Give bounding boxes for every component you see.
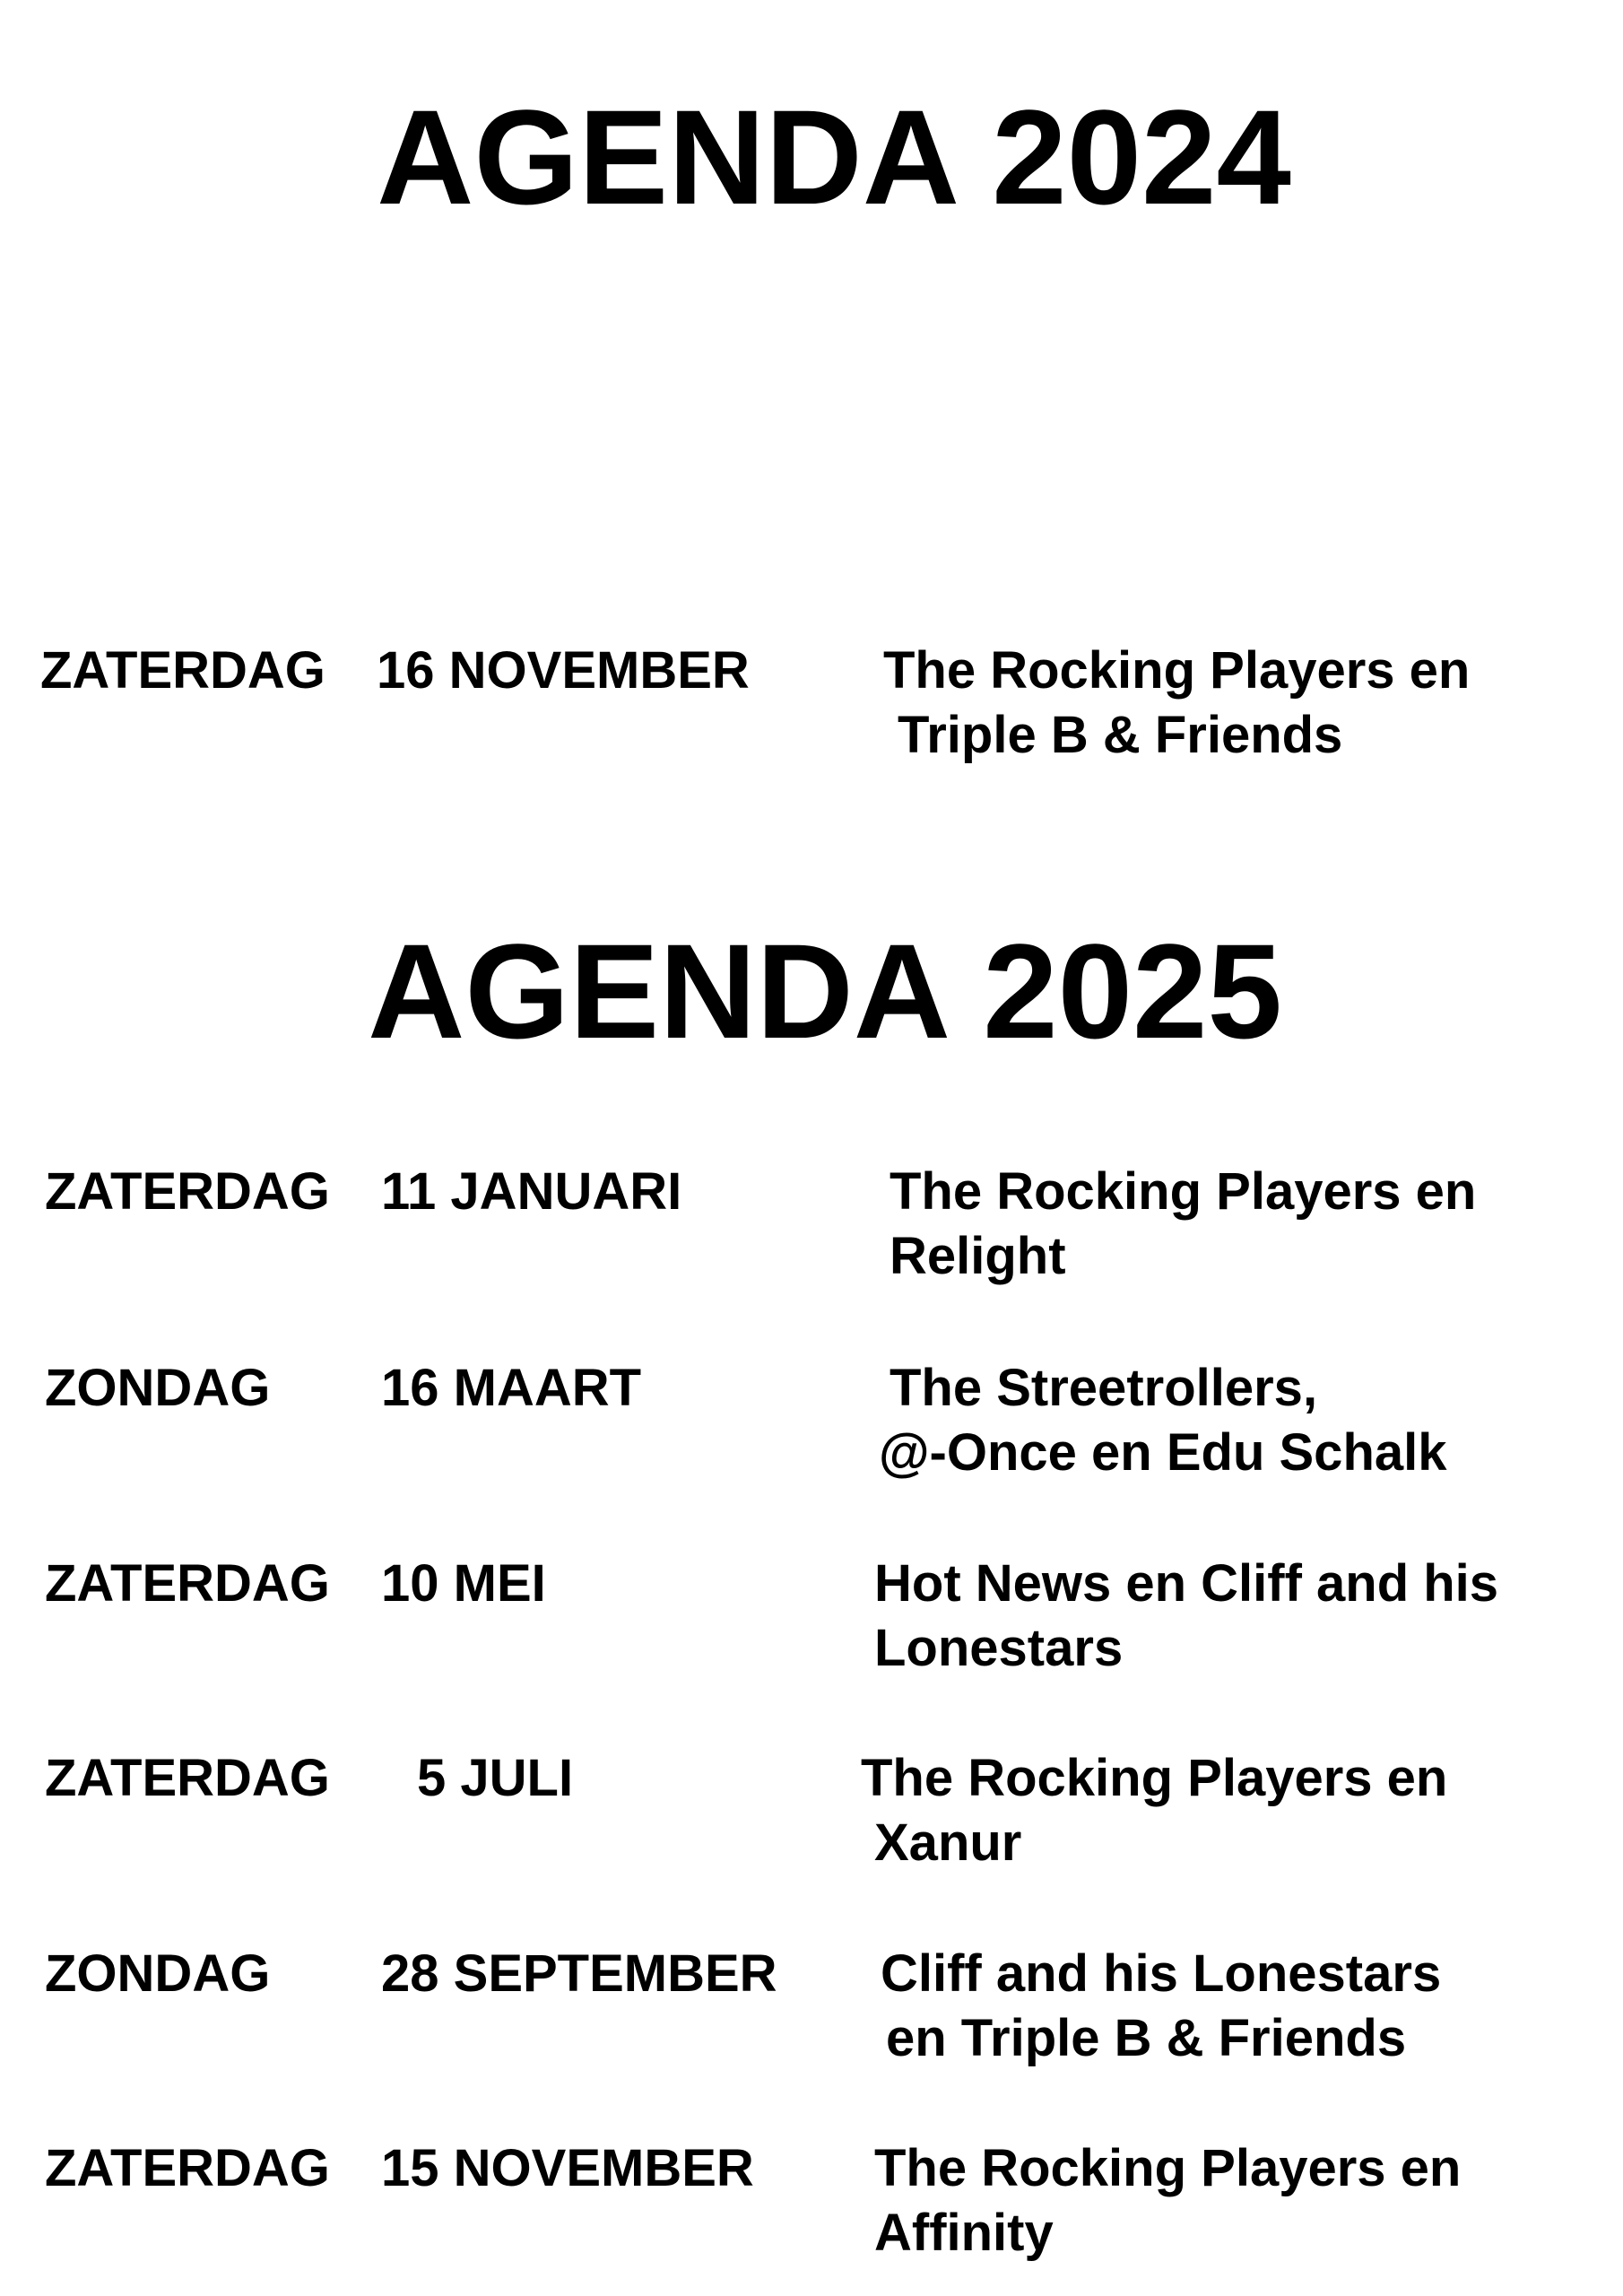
event-row [0,1160,1623,1294]
event-row [0,1552,1623,1686]
event-day: ZATERDAG [45,1554,330,1613]
event-day: ZATERDAG [45,1162,330,1221]
event-act [883,639,1470,768]
agenda-2024-heading: AGENDA 2024 [377,82,1291,232]
event-date: 15 NOVEMBER [381,2139,754,2197]
event-act [890,1160,1476,1289]
event-act-line-2: Triple B & Friends [898,706,1343,764]
event-row [0,2136,1623,2271]
event-act-line-2: Affinity [874,2204,1054,2262]
agenda-2025-heading: AGENDA 2025 [368,916,1282,1066]
event-date: 11 JANUARI [381,1162,682,1221]
event-day: ZATERDAG [45,2139,330,2197]
event-act [879,1356,1447,1485]
event-act-line-2: Xanur [874,1813,1022,1872]
event-act-line-1: The Streetrollers, [890,1359,1318,1417]
event-act-line-2: en Triple B & Friends [886,2009,1407,2067]
event-day: ZATERDAG [40,641,325,700]
event-act-line-2: Relight [890,1227,1066,1285]
event-day: ZONDAG [45,1359,271,1417]
event-day: ZATERDAG [45,1749,330,1807]
event-act-line-1: The Rocking Players en [890,1162,1477,1221]
event-act-line-1: Cliff and his Lonestars [881,1944,1442,2003]
event-act-line-1: The Rocking Players en [874,2139,1462,2197]
event-act-line-2: @-Once en Edu Schalk [879,1423,1447,1482]
event-date: 28 SEPTEMBER [381,1944,777,2003]
event-day: ZONDAG [45,1944,271,2003]
event-row [0,1942,1623,2076]
event-act [874,1552,1498,1681]
event-act [861,1746,1447,1875]
event-date: 5 JULI [417,1749,574,1807]
event-act-line-1: The Rocking Players en [883,641,1471,700]
event-act [874,2136,1461,2266]
event-date: 16 NOVEMBER [377,641,750,700]
event-date: 10 MEI [381,1554,546,1613]
event-act-line-2: Lonestars [874,1619,1124,1677]
event-row [0,639,1623,773]
event-act-line-1: Hot News en Cliff and his [874,1554,1499,1613]
event-act [881,1942,1441,2071]
event-date: 16 MAART [381,1359,642,1417]
event-act-line-1: The Rocking Players en [861,1749,1448,1807]
event-row [0,1746,1623,1881]
event-row [0,1356,1623,1491]
